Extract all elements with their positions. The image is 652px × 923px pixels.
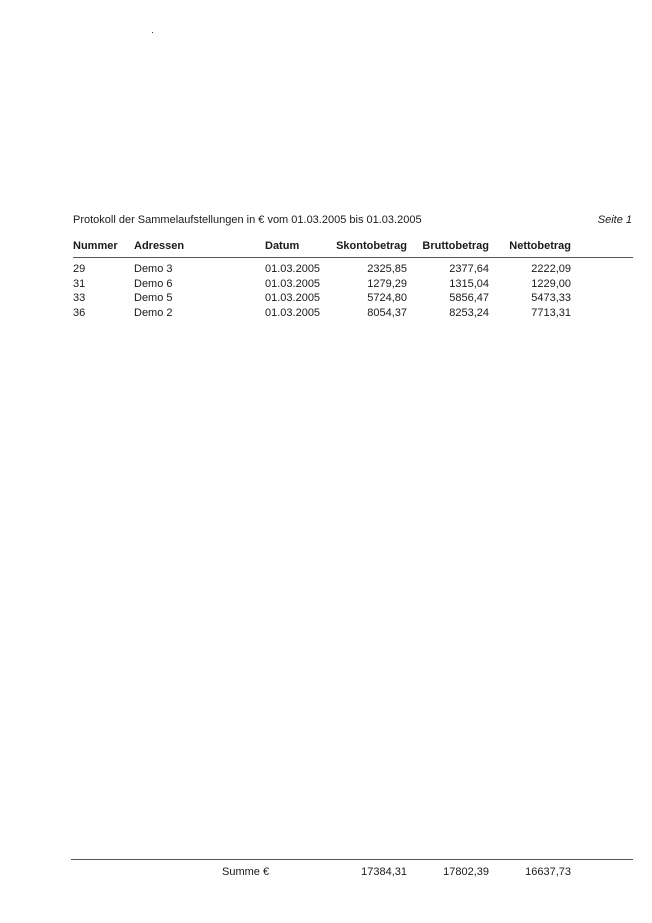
cell-bruttobetrag: 5856,47 — [449, 292, 489, 305]
totals-divider — [71, 859, 633, 860]
cell-nummer: 29 — [73, 263, 86, 275]
header-skontobetrag: Skontobetrag — [336, 240, 407, 252]
cell-datum: 01.03.2005 — [265, 277, 321, 290]
cell-skontobetrag: 1279,29 — [367, 277, 407, 290]
cell-nettobetrag: 5473,33 — [531, 292, 571, 305]
totals-row — [73, 866, 633, 880]
report-title: Protokoll der Sammelaufstellungen in € vom 01.03.2005 bis 01.03.2005 — [73, 214, 422, 226]
cell-nettobetrag: 7713,31 — [531, 306, 571, 319]
cell-nummer: 36 — [73, 306, 86, 319]
cell-datum: 01.03.2005 — [265, 306, 321, 319]
page-number: Seite 1 — [597, 214, 632, 226]
cell-skontobetrag: 5724,80 — [367, 292, 407, 305]
total-bruttobetrag: 17802,39 — [443, 866, 489, 878]
totals-label: Summe € — [222, 866, 270, 878]
cell-adresse: Demo 3 — [134, 263, 173, 275]
cell-bruttobetrag: 2377,64 — [449, 263, 489, 275]
cell-datum: 01.03.2005 — [265, 263, 321, 275]
header-adressen: Adressen — [134, 240, 185, 252]
cell-skontobetrag: 2325,85 — [367, 263, 407, 275]
stray-dot-mark — [152, 32, 153, 33]
cell-nettobetrag: 2222,09 — [531, 263, 571, 275]
header-bruttobetrag: Bruttobetrag — [422, 240, 489, 252]
header-datum: Datum — [265, 240, 300, 252]
table-header — [73, 240, 633, 258]
total-skontobetrag: 17384,31 — [361, 866, 407, 878]
cell-adresse: Demo 6 — [134, 277, 173, 290]
table-row — [73, 278, 633, 293]
cell-nummer: 31 — [73, 277, 86, 290]
cell-bruttobetrag: 8253,24 — [449, 306, 489, 319]
table-row — [73, 263, 633, 278]
table-row — [73, 292, 633, 307]
total-nettobetrag: 16637,73 — [525, 866, 571, 878]
cell-skontobetrag: 8054,37 — [367, 306, 407, 319]
cell-nummer: 33 — [73, 292, 86, 305]
cell-bruttobetrag: 1315,04 — [449, 277, 489, 290]
table-body — [73, 263, 633, 321]
header-nettobetrag: Nettobetrag — [509, 240, 571, 252]
header-nummer: Nummer — [73, 240, 118, 252]
cell-adresse: Demo 2 — [134, 306, 173, 319]
cell-datum: 01.03.2005 — [265, 292, 321, 305]
cell-adresse: Demo 5 — [134, 292, 173, 305]
table-row — [73, 307, 633, 322]
cell-nettobetrag: 1229,00 — [531, 277, 571, 290]
